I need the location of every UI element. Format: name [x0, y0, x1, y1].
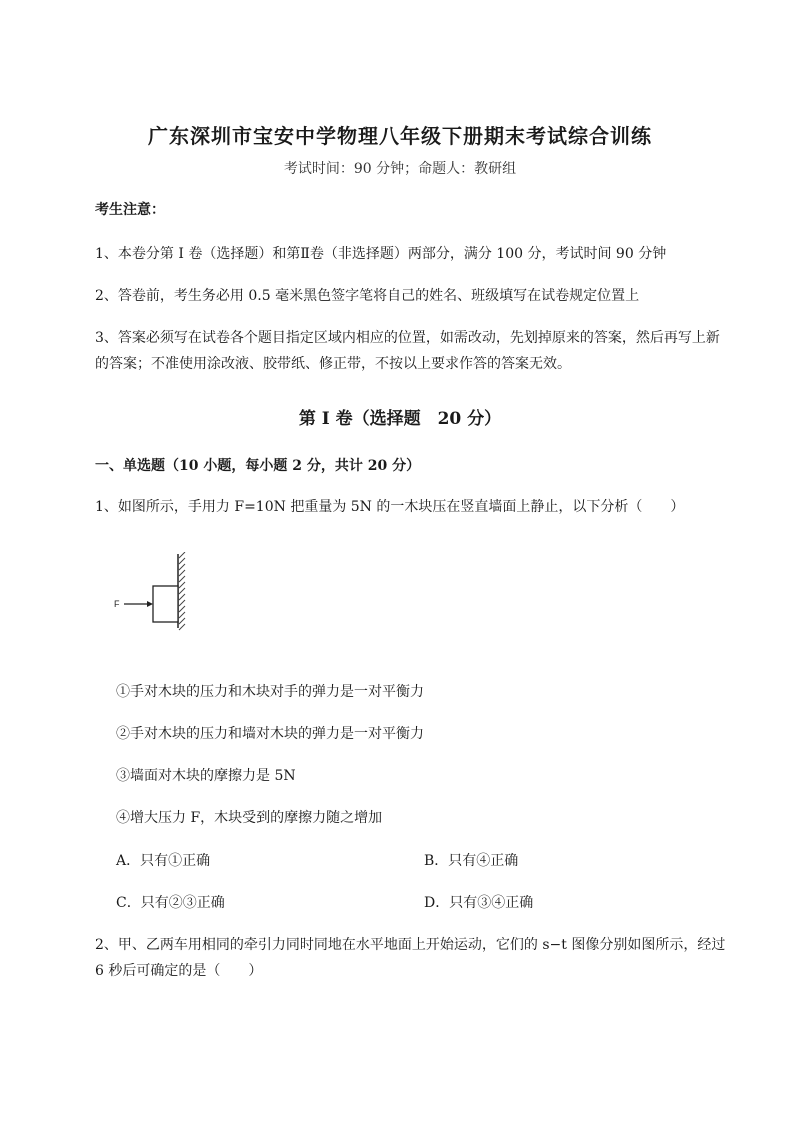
q1-statement-3: ③墙面对木块的摩擦力是 5N	[116, 768, 296, 784]
q1-statement-2: ②手对木块的压力和墙对木块的弹力是一对平衡力	[116, 726, 424, 742]
question-1-stem: 1、如图所示，手用力 F=10N 把重量为 5N 的一木块压在竖直墙面上静止，以下分析（ ）	[95, 499, 685, 515]
q1-option-a[interactable]: A．只有①正确	[116, 853, 211, 869]
q1-statement-4: ④增大压力 F，木块受到的摩擦力随之增加	[116, 810, 383, 826]
q1-option-c[interactable]: C．只有②③正确	[116, 895, 225, 911]
part-heading: 一、单选题（10 小题，每小题 2 分，共计 20 分）	[95, 458, 421, 474]
notice-item-1: 1、本卷分第 I 卷（选择题）和第Ⅱ卷（非选择题）两部分，满分 100 分，考试时间 90 分钟	[95, 246, 667, 262]
question-2-stem-cont: 6 秒后可确定的是（ ）	[95, 963, 263, 979]
notice-item-3: 3、答案必须写在试卷各个题目指定区域内相应的位置，如需改动，先划掉原来的答案，然后再写上新	[95, 330, 720, 346]
wall-hatching	[179, 552, 185, 630]
force-wall-diagram	[112, 552, 202, 632]
exam-subtitle: 考试时间：90 分钟；命题人：教研组	[283, 161, 517, 177]
notice-heading: 考生注意：	[95, 202, 165, 218]
question-2-stem: 2、甲、乙两车用相同的牵引力同时同地在水平地面上开始运动，它们的 s−t 图像分别如图所示，经过	[95, 937, 726, 953]
q1-statement-1: ①手对木块的压力和木块对手的弹力是一对平衡力	[116, 684, 424, 700]
force-label: F	[114, 599, 120, 609]
q1-option-d[interactable]: D．只有③④正确	[424, 895, 534, 911]
exam-title: 广东深圳市宝安中学物理八年级下册期末考试综合训练	[148, 124, 652, 148]
arrow-head	[147, 601, 153, 607]
notice-item-3-cont: 的答案；不准使用涂改液、胶带纸、修正带，不按以上要求作答的答案无效。	[95, 356, 571, 372]
q1-option-b[interactable]: B．只有④正确	[424, 853, 519, 869]
wood-block	[153, 586, 178, 622]
section-title: 第 I 卷（选择题 20 分）	[298, 409, 502, 429]
notice-item-2: 2、答卷前，考生务必用 0.5 毫米黑色签字笔将自己的姓名、班级填写在试卷规定位置上	[95, 288, 640, 304]
